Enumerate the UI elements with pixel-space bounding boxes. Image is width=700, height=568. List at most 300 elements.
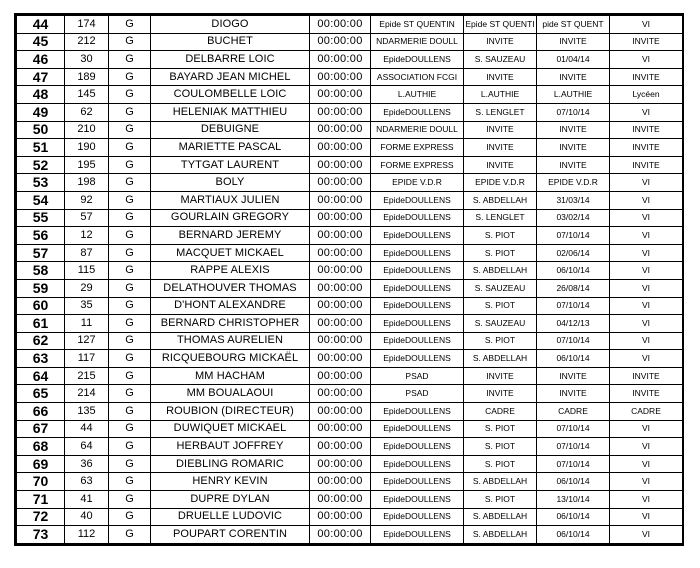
gender-cell: G [109, 491, 151, 509]
gender-cell: G [109, 455, 151, 473]
coach-cell: CADRE [464, 403, 537, 421]
establishment-cell: EpideDOULLENS [371, 473, 464, 491]
name-cell: THOMAS AURELIEN [151, 332, 310, 350]
gender-cell: G [109, 526, 151, 544]
establishment-cell: L.AUTHIE [371, 86, 464, 104]
category-cell: INVITE [610, 68, 683, 86]
category-cell: VI [610, 438, 683, 456]
bib-cell: 57 [65, 209, 109, 227]
date-cell: 04/12/13 [537, 315, 610, 333]
date-cell: EPIDE V.D.R [537, 174, 610, 192]
category-cell: INVITE [610, 385, 683, 403]
time-cell: 00:00:00 [310, 262, 371, 280]
category-cell: CADRE [610, 403, 683, 421]
bib-cell: 174 [65, 16, 109, 34]
rank-cell: 60 [17, 297, 65, 315]
name-cell: TYTGAT LAURENT [151, 156, 310, 174]
bib-cell: 195 [65, 156, 109, 174]
category-cell: INVITE [610, 367, 683, 385]
gender-cell: G [109, 191, 151, 209]
name-cell: RAPPE ALEXIS [151, 262, 310, 280]
establishment-cell: EpideDOULLENS [371, 420, 464, 438]
gender-cell: G [109, 209, 151, 227]
rank-cell: 46 [17, 51, 65, 69]
bib-cell: 11 [65, 315, 109, 333]
name-cell: HERBAUT JOFFREY [151, 438, 310, 456]
table-row [17, 297, 683, 315]
time-cell: 00:00:00 [310, 491, 371, 509]
rank-cell: 45 [17, 33, 65, 51]
date-cell: 07/10/14 [537, 438, 610, 456]
category-cell: VI [610, 16, 683, 34]
date-cell: INVITE [537, 68, 610, 86]
coach-cell: INVITE [464, 139, 537, 157]
date-cell: 01/04/14 [537, 51, 610, 69]
date-cell: pide ST QUENT [537, 16, 610, 34]
date-cell: INVITE [537, 385, 610, 403]
rank-cell: 44 [17, 16, 65, 34]
coach-cell: Epide ST QUENTI [464, 16, 537, 34]
date-cell: 07/10/14 [537, 455, 610, 473]
coach-cell: S. PIOT [464, 438, 537, 456]
category-cell: INVITE [610, 156, 683, 174]
results-table-body [17, 16, 683, 544]
time-cell: 00:00:00 [310, 438, 371, 456]
coach-cell: S. PIOT [464, 244, 537, 262]
gender-cell: G [109, 139, 151, 157]
category-cell: VI [610, 350, 683, 368]
coach-cell: INVITE [464, 33, 537, 51]
establishment-cell: EpideDOULLENS [371, 526, 464, 544]
coach-cell: S. PIOT [464, 491, 537, 509]
rank-cell: 63 [17, 350, 65, 368]
category-cell: VI [610, 209, 683, 227]
time-cell: 00:00:00 [310, 16, 371, 34]
date-cell: 06/10/14 [537, 526, 610, 544]
establishment-cell: EpideDOULLENS [371, 227, 464, 245]
name-cell: DELBARRE LOIC [151, 51, 310, 69]
rank-cell: 62 [17, 332, 65, 350]
table-row [17, 279, 683, 297]
results-sheet [14, 13, 684, 546]
establishment-cell: EpideDOULLENS [371, 209, 464, 227]
table-row [17, 403, 683, 421]
category-cell: VI [610, 262, 683, 280]
establishment-cell: EpideDOULLENS [371, 279, 464, 297]
rank-cell: 51 [17, 139, 65, 157]
category-cell: VI [610, 191, 683, 209]
date-cell: 06/10/14 [537, 473, 610, 491]
bib-cell: 214 [65, 385, 109, 403]
time-cell: 00:00:00 [310, 139, 371, 157]
name-cell: DUWIQUET MICKAEL [151, 420, 310, 438]
table-row [17, 244, 683, 262]
date-cell: INVITE [537, 33, 610, 51]
gender-cell: G [109, 403, 151, 421]
establishment-cell: PSAD [371, 367, 464, 385]
gender-cell: G [109, 332, 151, 350]
category-cell: VI [610, 491, 683, 509]
bib-cell: 198 [65, 174, 109, 192]
bib-cell: 212 [65, 33, 109, 51]
table-row [17, 103, 683, 121]
bib-cell: 12 [65, 227, 109, 245]
name-cell: DIOGO [151, 16, 310, 34]
bib-cell: 40 [65, 508, 109, 526]
rank-cell: 50 [17, 121, 65, 139]
establishment-cell: EpideDOULLENS [371, 332, 464, 350]
establishment-cell: EpideDOULLENS [371, 244, 464, 262]
bib-cell: 189 [65, 68, 109, 86]
gender-cell: G [109, 297, 151, 315]
table-row [17, 438, 683, 456]
rank-cell: 65 [17, 385, 65, 403]
date-cell: INVITE [537, 156, 610, 174]
coach-cell: EPIDE V.D.R [464, 174, 537, 192]
table-row [17, 51, 683, 69]
name-cell: BERNARD CHRISTOPHER [151, 315, 310, 333]
table-row [17, 139, 683, 157]
category-cell: INVITE [610, 33, 683, 51]
gender-cell: G [109, 420, 151, 438]
bib-cell: 145 [65, 86, 109, 104]
establishment-cell: EpideDOULLENS [371, 438, 464, 456]
time-cell: 00:00:00 [310, 297, 371, 315]
table-row [17, 227, 683, 245]
time-cell: 00:00:00 [310, 279, 371, 297]
category-cell: VI [610, 315, 683, 333]
gender-cell: G [109, 227, 151, 245]
time-cell: 00:00:00 [310, 332, 371, 350]
gender-cell: G [109, 86, 151, 104]
table-row [17, 332, 683, 350]
bib-cell: 41 [65, 491, 109, 509]
rank-cell: 68 [17, 438, 65, 456]
bib-cell: 117 [65, 350, 109, 368]
table-row [17, 455, 683, 473]
table-row [17, 350, 683, 368]
name-cell: BOLY [151, 174, 310, 192]
bib-cell: 29 [65, 279, 109, 297]
rank-cell: 54 [17, 191, 65, 209]
table-row [17, 191, 683, 209]
establishment-cell: EpideDOULLENS [371, 315, 464, 333]
category-cell: VI [610, 420, 683, 438]
name-cell: DELATHOUVER THOMAS [151, 279, 310, 297]
name-cell: HELENIAK MATTHIEU [151, 103, 310, 121]
table-row [17, 473, 683, 491]
name-cell: DRUELLE LUDOVIC [151, 508, 310, 526]
date-cell: 07/10/14 [537, 420, 610, 438]
name-cell: POUPART CORENTIN [151, 526, 310, 544]
rank-cell: 70 [17, 473, 65, 491]
table-row [17, 209, 683, 227]
coach-cell: INVITE [464, 68, 537, 86]
time-cell: 00:00:00 [310, 86, 371, 104]
coach-cell: S. PIOT [464, 332, 537, 350]
date-cell: INVITE [537, 367, 610, 385]
coach-cell: S. LENGLET [464, 103, 537, 121]
time-cell: 00:00:00 [310, 350, 371, 368]
time-cell: 00:00:00 [310, 33, 371, 51]
establishment-cell: EpideDOULLENS [371, 455, 464, 473]
bib-cell: 215 [65, 367, 109, 385]
name-cell: MM BOUALAOUI [151, 385, 310, 403]
bib-cell: 135 [65, 403, 109, 421]
name-cell: DUPRE DYLAN [151, 491, 310, 509]
establishment-cell: FORME EXPRESS [371, 156, 464, 174]
gender-cell: G [109, 438, 151, 456]
table-row [17, 33, 683, 51]
results-table [16, 15, 683, 544]
table-row [17, 315, 683, 333]
gender-cell: G [109, 367, 151, 385]
coach-cell: INVITE [464, 121, 537, 139]
time-cell: 00:00:00 [310, 191, 371, 209]
establishment-cell: EpideDOULLENS [371, 51, 464, 69]
table-row [17, 508, 683, 526]
establishment-cell: EpideDOULLENS [371, 191, 464, 209]
table-row [17, 174, 683, 192]
table-row [17, 156, 683, 174]
gender-cell: G [109, 68, 151, 86]
coach-cell: S. SAUZEAU [464, 51, 537, 69]
gender-cell: G [109, 350, 151, 368]
bib-cell: 112 [65, 526, 109, 544]
coach-cell: L.AUTHIE [464, 86, 537, 104]
rank-cell: 49 [17, 103, 65, 121]
bib-cell: 30 [65, 51, 109, 69]
date-cell: 31/03/14 [537, 191, 610, 209]
category-cell: INVITE [610, 121, 683, 139]
bib-cell: 62 [65, 103, 109, 121]
rank-cell: 64 [17, 367, 65, 385]
table-row [17, 16, 683, 34]
date-cell: 06/10/14 [537, 508, 610, 526]
bib-cell: 210 [65, 121, 109, 139]
gender-cell: G [109, 262, 151, 280]
bib-cell: 190 [65, 139, 109, 157]
category-cell: VI [610, 455, 683, 473]
gender-cell: G [109, 51, 151, 69]
bib-cell: 64 [65, 438, 109, 456]
gender-cell: G [109, 33, 151, 51]
time-cell: 00:00:00 [310, 244, 371, 262]
time-cell: 00:00:00 [310, 156, 371, 174]
coach-cell: INVITE [464, 156, 537, 174]
table-row [17, 526, 683, 544]
time-cell: 00:00:00 [310, 473, 371, 491]
bib-cell: 35 [65, 297, 109, 315]
rank-cell: 73 [17, 526, 65, 544]
time-cell: 00:00:00 [310, 174, 371, 192]
establishment-cell: ASSOCIATION FCGI [371, 68, 464, 86]
name-cell: BUCHET [151, 33, 310, 51]
category-cell: Lycéen [610, 86, 683, 104]
date-cell: INVITE [537, 121, 610, 139]
rank-cell: 48 [17, 86, 65, 104]
time-cell: 00:00:00 [310, 121, 371, 139]
name-cell: DEBUIGNE [151, 121, 310, 139]
gender-cell: G [109, 315, 151, 333]
establishment-cell: NDARMERIE DOULL [371, 33, 464, 51]
rank-cell: 69 [17, 455, 65, 473]
establishment-cell: FORME EXPRESS [371, 139, 464, 157]
coach-cell: INVITE [464, 367, 537, 385]
establishment-cell: EpideDOULLENS [371, 297, 464, 315]
bib-cell: 127 [65, 332, 109, 350]
establishment-cell: EpideDOULLENS [371, 491, 464, 509]
category-cell: VI [610, 227, 683, 245]
date-cell: CADRE [537, 403, 610, 421]
establishment-cell: EpideDOULLENS [371, 508, 464, 526]
rank-cell: 72 [17, 508, 65, 526]
date-cell: 07/10/14 [537, 227, 610, 245]
table-row [17, 491, 683, 509]
gender-cell: G [109, 244, 151, 262]
gender-cell: G [109, 385, 151, 403]
category-cell: VI [610, 244, 683, 262]
time-cell: 00:00:00 [310, 103, 371, 121]
coach-cell: S. ABDELLAH [464, 526, 537, 544]
date-cell: 02/06/14 [537, 244, 610, 262]
establishment-cell: EpideDOULLENS [371, 103, 464, 121]
table-row [17, 367, 683, 385]
table-row [17, 385, 683, 403]
time-cell: 00:00:00 [310, 227, 371, 245]
coach-cell: S. SAUZEAU [464, 279, 537, 297]
coach-cell: S. SAUZEAU [464, 315, 537, 333]
coach-cell: INVITE [464, 385, 537, 403]
date-cell: L.AUTHIE [537, 86, 610, 104]
coach-cell: S. PIOT [464, 297, 537, 315]
gender-cell: G [109, 103, 151, 121]
table-row [17, 420, 683, 438]
time-cell: 00:00:00 [310, 68, 371, 86]
name-cell: COULOMBELLE LOIC [151, 86, 310, 104]
rank-cell: 53 [17, 174, 65, 192]
gender-cell: G [109, 121, 151, 139]
rank-cell: 47 [17, 68, 65, 86]
establishment-cell: NDARMERIE DOULL [371, 121, 464, 139]
category-cell: VI [610, 174, 683, 192]
category-cell: INVITE [610, 139, 683, 157]
name-cell: BAYARD JEAN MICHEL [151, 68, 310, 86]
time-cell: 00:00:00 [310, 455, 371, 473]
coach-cell: S. PIOT [464, 227, 537, 245]
bib-cell: 63 [65, 473, 109, 491]
coach-cell: S. ABDELLAH [464, 191, 537, 209]
table-row [17, 121, 683, 139]
date-cell: 26/08/14 [537, 279, 610, 297]
establishment-cell: EpideDOULLENS [371, 403, 464, 421]
coach-cell: S. ABDELLAH [464, 262, 537, 280]
name-cell: RICQUEBOURG MICKAËL [151, 350, 310, 368]
category-cell: VI [610, 51, 683, 69]
rank-cell: 58 [17, 262, 65, 280]
category-cell: VI [610, 508, 683, 526]
rank-cell: 66 [17, 403, 65, 421]
category-cell: VI [610, 279, 683, 297]
name-cell: MM HACHAM [151, 367, 310, 385]
rank-cell: 55 [17, 209, 65, 227]
name-cell: HENRY KEVIN [151, 473, 310, 491]
date-cell: 03/02/14 [537, 209, 610, 227]
category-cell: VI [610, 526, 683, 544]
rank-cell: 52 [17, 156, 65, 174]
time-cell: 00:00:00 [310, 367, 371, 385]
coach-cell: S. ABDELLAH [464, 508, 537, 526]
name-cell: DIEBLING ROMARIC [151, 455, 310, 473]
rank-cell: 56 [17, 227, 65, 245]
establishment-cell: EPIDE V.D.R [371, 174, 464, 192]
category-cell: VI [610, 473, 683, 491]
gender-cell: G [109, 174, 151, 192]
table-row [17, 262, 683, 280]
coach-cell: S. PIOT [464, 455, 537, 473]
time-cell: 00:00:00 [310, 385, 371, 403]
time-cell: 00:00:00 [310, 315, 371, 333]
table-row [17, 86, 683, 104]
date-cell: 07/10/14 [537, 297, 610, 315]
bib-cell: 36 [65, 455, 109, 473]
gender-cell: G [109, 473, 151, 491]
name-cell: BERNARD JEREMY [151, 227, 310, 245]
date-cell: 06/10/14 [537, 262, 610, 280]
time-cell: 00:00:00 [310, 420, 371, 438]
name-cell: D'HONT ALEXANDRE [151, 297, 310, 315]
category-cell: VI [610, 103, 683, 121]
date-cell: 13/10/14 [537, 491, 610, 509]
rank-cell: 71 [17, 491, 65, 509]
name-cell: MARIETTE PASCAL [151, 139, 310, 157]
name-cell: MARTIAUX JULIEN [151, 191, 310, 209]
date-cell: 07/10/14 [537, 332, 610, 350]
name-cell: GOURLAIN GREGORY [151, 209, 310, 227]
coach-cell: S. ABDELLAH [464, 350, 537, 368]
bib-cell: 44 [65, 420, 109, 438]
date-cell: 07/10/14 [537, 103, 610, 121]
time-cell: 00:00:00 [310, 51, 371, 69]
rank-cell: 61 [17, 315, 65, 333]
table-row [17, 68, 683, 86]
establishment-cell: PSAD [371, 385, 464, 403]
rank-cell: 57 [17, 244, 65, 262]
bib-cell: 87 [65, 244, 109, 262]
time-cell: 00:00:00 [310, 209, 371, 227]
gender-cell: G [109, 279, 151, 297]
time-cell: 00:00:00 [310, 508, 371, 526]
coach-cell: S. PIOT [464, 420, 537, 438]
gender-cell: G [109, 508, 151, 526]
gender-cell: G [109, 16, 151, 34]
rank-cell: 67 [17, 420, 65, 438]
bib-cell: 115 [65, 262, 109, 280]
coach-cell: S. LENGLET [464, 209, 537, 227]
establishment-cell: EpideDOULLENS [371, 350, 464, 368]
time-cell: 00:00:00 [310, 403, 371, 421]
time-cell: 00:00:00 [310, 526, 371, 544]
category-cell: VI [610, 297, 683, 315]
rank-cell: 59 [17, 279, 65, 297]
gender-cell: G [109, 156, 151, 174]
name-cell: MACQUET MICKAEL [151, 244, 310, 262]
establishment-cell: EpideDOULLENS [371, 262, 464, 280]
coach-cell: S. ABDELLAH [464, 473, 537, 491]
date-cell: 06/10/14 [537, 350, 610, 368]
establishment-cell: Epide ST QUENTIN [371, 16, 464, 34]
date-cell: INVITE [537, 139, 610, 157]
